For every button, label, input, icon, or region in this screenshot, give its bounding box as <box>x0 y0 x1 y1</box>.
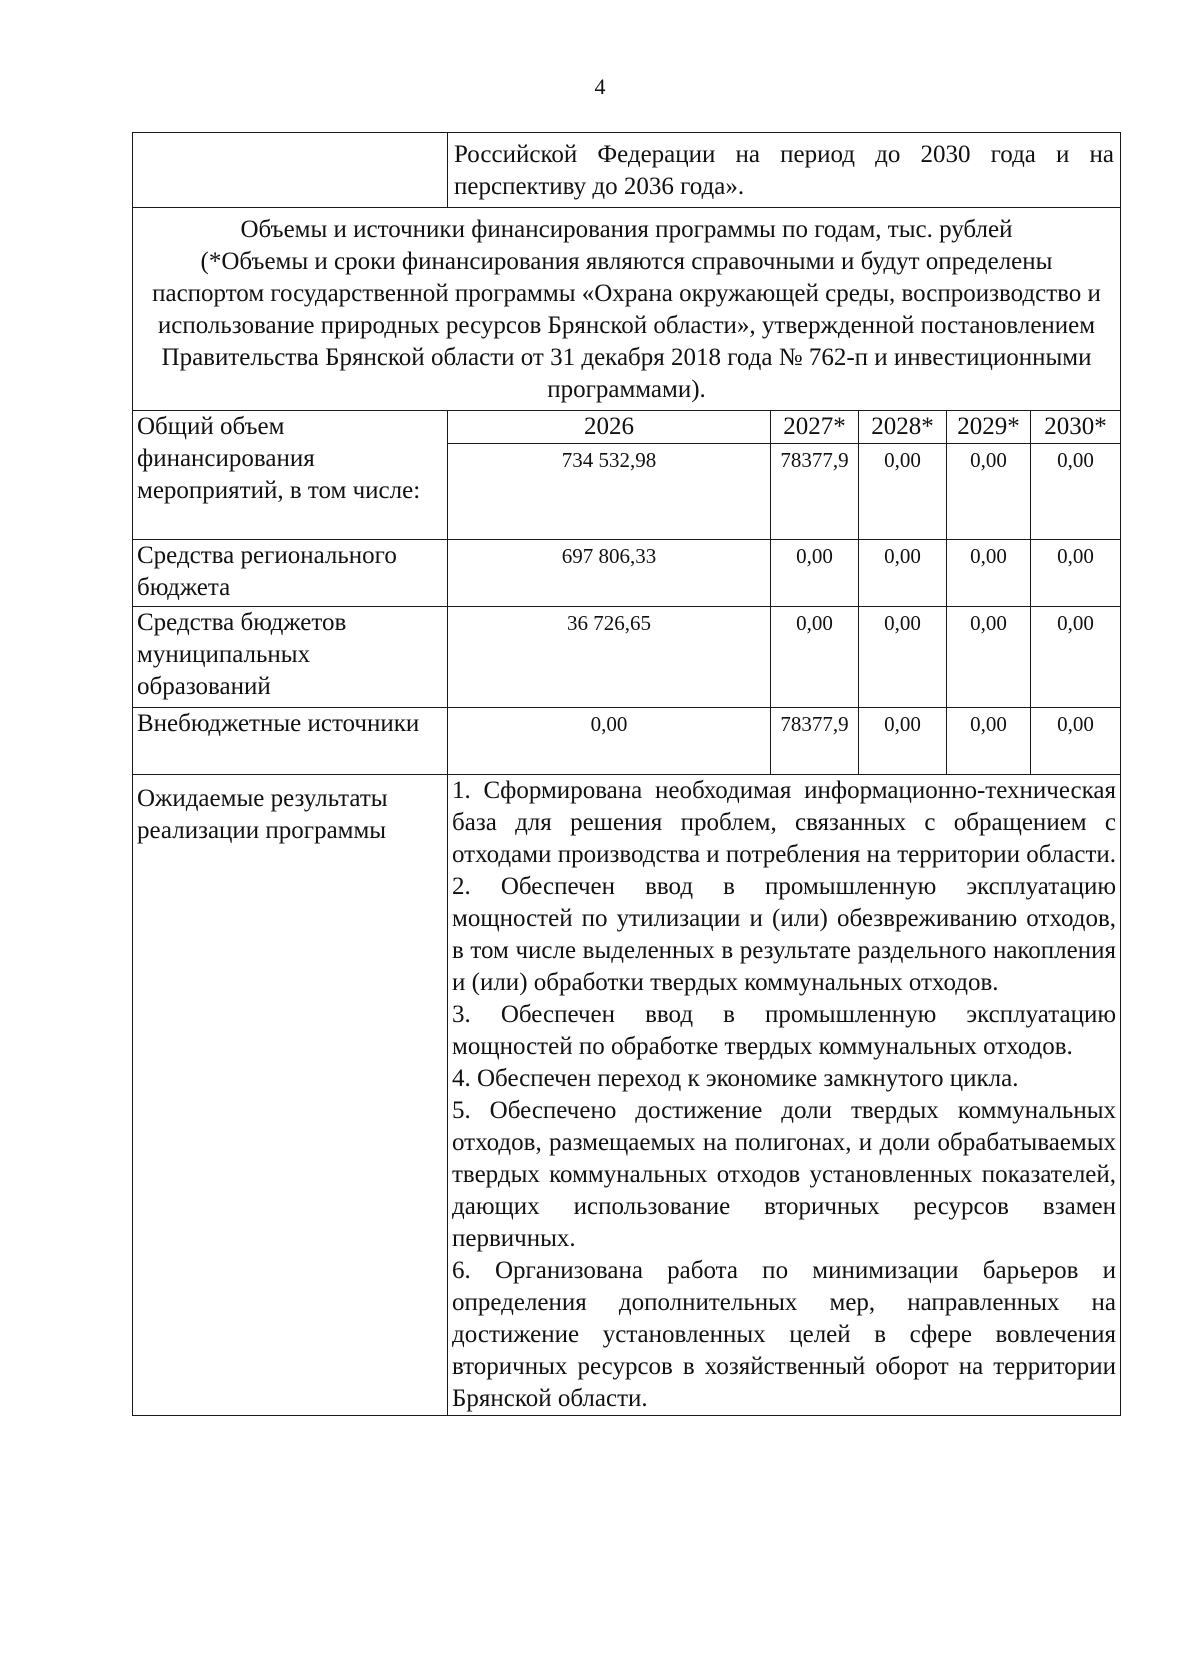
year-header-2027: 2027* <box>771 411 859 444</box>
year-header-2028: 2028* <box>859 411 947 444</box>
total-value-2029: 0,00 <box>947 444 1031 540</box>
list-item: 6. Организована работа по минимизации барьеров и определения дополнительных мер, направленных на достижение установленных целей в сфере вовлечения вторичных ресурсов в хозяйственный оборот на территории Брянской области. <box>452 1257 1117 1412</box>
funding-heading-cell <box>133 208 1121 411</box>
list-item: 1. Сформирована необходимая информационно-техническая база для решения проблем, связанных с обращением с отходами производства и потребления на территории области. <box>452 777 1117 868</box>
results-list <box>448 775 1121 1416</box>
total-value-2026: 734 532,98 <box>448 444 771 540</box>
results-label: Ожидаемые результаты реализации программы <box>133 775 448 1416</box>
municipal-budget-label: Средства бюджетов муниципальных образований <box>133 607 448 708</box>
extrabudgetary-value-2026: 0,00 <box>448 708 771 775</box>
total-label: Общий объем финансирования мероприятий, в том числе: <box>133 411 448 540</box>
municipal-value-2030: 0,00 <box>1031 607 1121 708</box>
municipal-value-2028: 0,00 <box>859 607 947 708</box>
total-value-2028: 0,00 <box>859 444 947 540</box>
year-header-2029: 2029* <box>947 411 1031 444</box>
list-item: 2. Обеспечен ввод в промышленную эксплуатацию мощностей по утилизации и (или) обезвреживанию отходов, в том числе выделенных в результате раздельного накопления и (или) обработки твердых коммунальных отходов. <box>452 873 1117 996</box>
list-item: 4. Обеспечен переход к экономике замкнутого цикла. <box>452 1065 1019 1092</box>
continuation-row <box>133 133 1121 208</box>
funding-heading-note: (*Объемы и сроки финансирования являются справочными и будут определены паспортом государственной программы «Охрана окружающей среды, воспроизводство и использование природных ресурсов Брянской области», утвержденной постановлением Правительства Брянской области от 31 декабря 2018 года № 762-п и инвестиционными программами). <box>152 248 1101 403</box>
municipal-value-2029: 0,00 <box>947 607 1031 708</box>
regional-budget-label: Средства регионального бюджета <box>133 540 448 607</box>
extrabudgetary-value-2029: 0,00 <box>947 708 1031 775</box>
extrabudgetary-value-2030: 0,00 <box>1031 708 1121 775</box>
extrabudgetary-value-2028: 0,00 <box>859 708 947 775</box>
table-row <box>133 607 1121 708</box>
regional-value-2028: 0,00 <box>859 540 947 607</box>
page-number: 4 <box>594 74 606 99</box>
extrabudgetary-label: Внебюджетные источники <box>133 708 448 775</box>
continuation-text: Российской Федерации на период до 2030 года и на перспективу до 2036 года». <box>448 133 1121 208</box>
regional-value-2029: 0,00 <box>947 540 1031 607</box>
funding-heading-title: Объемы и источники финансирования программы по годам, тыс. рублей <box>240 216 1013 243</box>
results-row <box>133 775 1121 1416</box>
year-header-2026: 2026 <box>448 411 771 444</box>
municipal-value-2027: 0,00 <box>771 607 859 708</box>
list-item: 5. Обеспечено достижение доли твердых коммунальных отходов, размещаемых на полигонах, и доли обрабатываемых твердых коммунальных отходов установленных показателей, дающих использование вторичных ресурсов взамен первичных. <box>452 1097 1117 1252</box>
continuation-empty-cell <box>133 133 448 208</box>
passport-table <box>132 132 1121 1416</box>
regional-value-2026: 697 806,33 <box>448 540 771 607</box>
total-value-2030: 0,00 <box>1031 444 1121 540</box>
table-row <box>133 540 1121 607</box>
extrabudgetary-value-2027: 78377,9 <box>771 708 859 775</box>
funding-heading-row <box>133 208 1121 411</box>
list-item: 3. Обеспечен ввод в промышленную эксплуатацию мощностей по обработке твердых коммунальных отходов. <box>452 1001 1117 1060</box>
year-header-2030: 2030* <box>1031 411 1121 444</box>
table-row <box>133 708 1121 775</box>
year-header-row <box>133 411 1121 444</box>
municipal-value-2026: 36 726,65 <box>448 607 771 708</box>
total-value-2027: 78377,9 <box>771 444 859 540</box>
regional-value-2027: 0,00 <box>771 540 859 607</box>
regional-value-2030: 0,00 <box>1031 540 1121 607</box>
